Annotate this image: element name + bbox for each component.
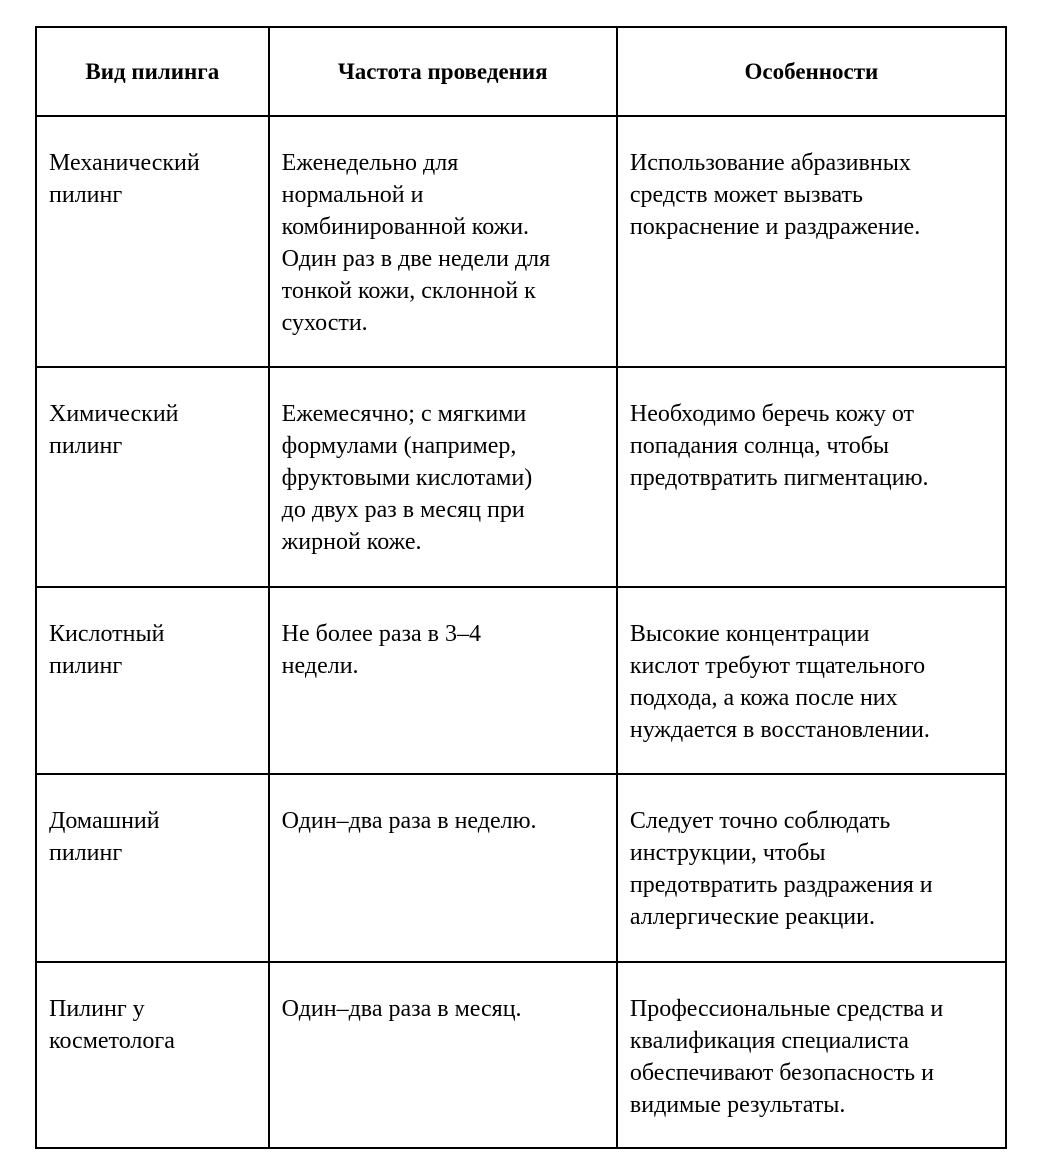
- cell-frequency: Еженедельно для нормальной и комбинированной кожи. Один раз в две недели для тонкой кожи, склонной к сухости.: [269, 116, 617, 367]
- table-row: [36, 116, 1006, 367]
- header-features: Особенности: [617, 27, 1006, 116]
- table-row: [36, 367, 1006, 587]
- cell-features: Профессиональные средства и квалификация специалиста обеспечивают безопасность и видимые результаты.: [617, 962, 1006, 1148]
- cell-features: Необходимо беречь кожу от попадания солнца, чтобы предотвратить пигментацию.: [617, 367, 1006, 587]
- cell-frequency: Ежемесячно; с мягкими формулами (например, фруктовыми кислотами) до двух раз в месяц при жирной коже.: [269, 367, 617, 587]
- cell-frequency: Один–два раза в месяц.: [269, 962, 617, 1148]
- table-row: [36, 587, 1006, 774]
- cell-type: Механический пилинг: [36, 116, 269, 367]
- table-row: [36, 774, 1006, 962]
- header-type: Вид пилинга: [36, 27, 269, 116]
- header-frequency: Частота проведения: [269, 27, 617, 116]
- cell-type: Пилинг у косметолога: [36, 962, 269, 1148]
- cell-frequency: Один–два раза в неделю.: [269, 774, 617, 962]
- peeling-table: [35, 26, 1007, 1149]
- cell-type: Химический пилинг: [36, 367, 269, 587]
- cell-features: Высокие концентрации кислот требуют тщательного подхода, а кожа после них нуждается в восстановлении.: [617, 587, 1006, 774]
- header-row: [36, 27, 1006, 116]
- table-row: [36, 962, 1006, 1148]
- cell-features: Следует точно соблюдать инструкции, чтобы предотвратить раздражения и аллергические реакции.: [617, 774, 1006, 962]
- cell-frequency: Не более раза в 3–4 недели.: [269, 587, 617, 774]
- cell-type: Домашний пилинг: [36, 774, 269, 962]
- cell-type: Кислотный пилинг: [36, 587, 269, 774]
- cell-features: Использование абразивных средств может вызвать покраснение и раздражение.: [617, 116, 1006, 367]
